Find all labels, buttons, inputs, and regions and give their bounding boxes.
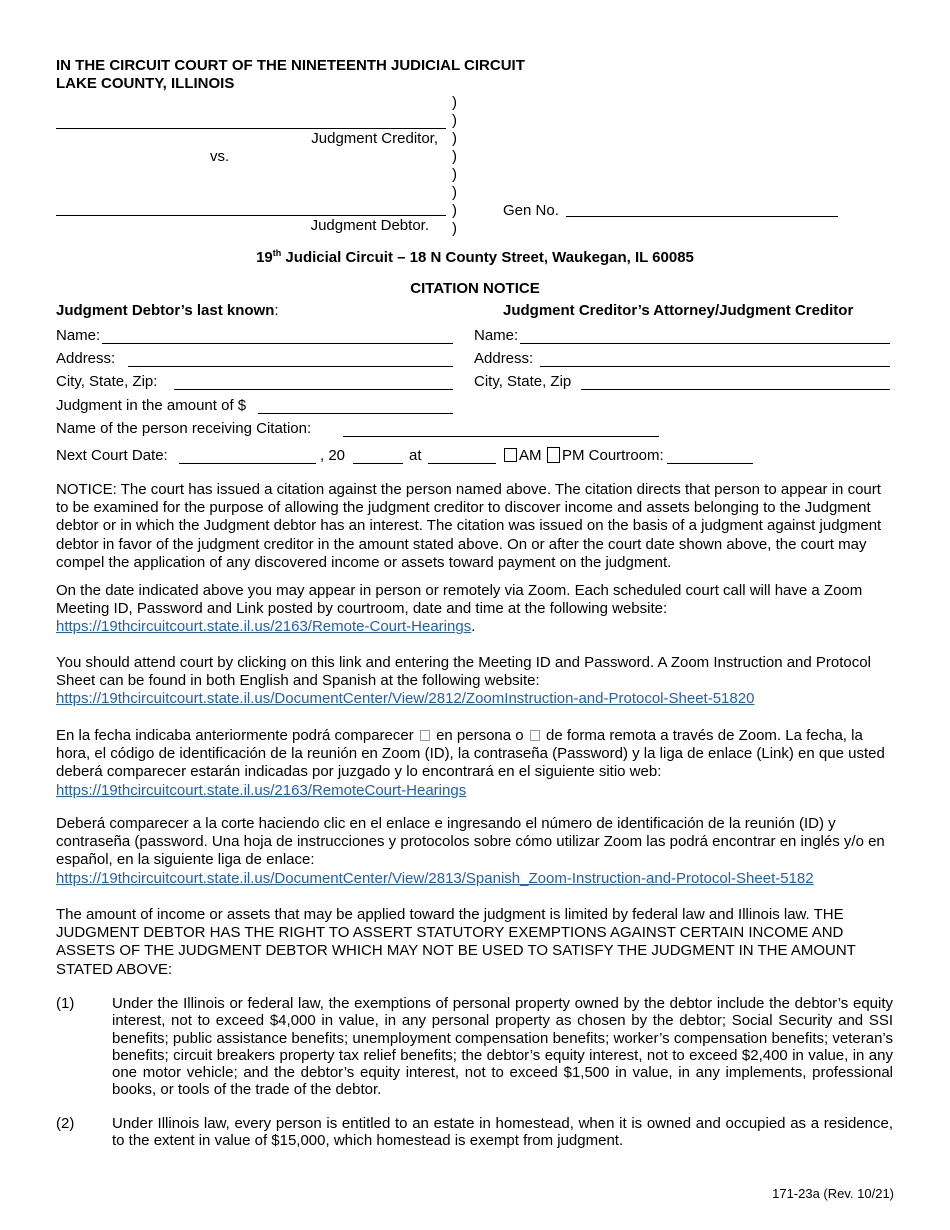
debtor-name-line[interactable] <box>56 215 446 216</box>
caption-paren: ) <box>452 166 457 183</box>
pm-checkbox[interactable] <box>547 447 560 463</box>
creditor-city-field[interactable] <box>581 389 890 390</box>
creditor-city-label: City, State, Zip <box>474 373 572 390</box>
court-date-field[interactable] <box>179 463 316 464</box>
creditor-address-label: Address: <box>474 350 534 367</box>
debtor-city-field[interactable] <box>174 389 453 390</box>
notice-paragraph: NOTICE: The court has issued a citation against the person named above. The citation directs that person to appear in court to be examined for the purpose of allowing the judgment creditor to discover income and assets belonging to the Judgment debtor or in which the Judgment debtor has an interest. The citation was issued on the basis of a judgment against judgment debtor in favor of the judgment creditor in the amount stated above. On or after the court date shown above, the court may compel the application of any discovered income or assets toward payment on the judgment. <box>56 481 882 571</box>
exemption-item-number: (2) <box>56 1115 75 1132</box>
caption-paren: ) <box>452 202 457 219</box>
caption-paren: ) <box>452 220 457 237</box>
caption-paren: ) <box>452 184 457 201</box>
remote-hearings-link[interactable]: https://19thcircuitcourt.state.il.us/2163/Remote-Court-Hearings <box>56 618 472 636</box>
am-option[interactable]: AM <box>504 447 542 465</box>
debtor-city-label: City, State, Zip: <box>56 373 158 390</box>
court-address: 19th Judicial Circuit – 18 N County Street, Waukegan, IL 60085 <box>256 248 694 266</box>
exemption-item-text: Under Illinois law, every person is entitled to an estate in homestead, when it is owned and occupied as a residence, to the extent in value of $15,000, which homestead is exempt from judgment. <box>112 1115 893 1150</box>
caption-paren: ) <box>452 94 457 111</box>
form-number: 171-23a (Rev. 10/21) <box>772 1186 894 1201</box>
debtor-label: Judgment Debtor. <box>310 217 429 234</box>
debtor-address-label: Address: <box>56 350 116 367</box>
debtor-name-label: Name: <box>56 327 101 344</box>
receiver-label: Name of the person receiving Citation: <box>56 420 312 437</box>
attend-english-paragraph: You should attend court by clicking on this link and entering the Meeting ID and Password. A Zoom Instruction and Protocol Sheet can be found in both English and Spanish at the following website: https://19thcircuitcourt.state.il.us/DocumentCenter/View/2812/ZoomInstruction-and-Protocol-Sheet-51820 <box>56 654 871 708</box>
court-year-label: , 20 <box>320 447 346 464</box>
creditor-name-line[interactable] <box>56 128 446 129</box>
court-time-field[interactable] <box>428 463 496 464</box>
pm-option[interactable]: PM Courtroom: <box>547 447 664 465</box>
amount-label: Judgment in the amount of $ <box>56 397 247 414</box>
court-time-at-label: at <box>409 447 422 464</box>
court-date-label: Next Court Date: <box>56 447 168 464</box>
debtor-info-heading: Judgment Debtor’s last known: <box>56 302 279 319</box>
zoom-instruction-link[interactable]: https://19thcircuitcourt.state.il.us/DocumentCenter/View/2812/ZoomInstruction-and-Protocol-Sheet-51820 <box>56 690 755 708</box>
in-person-checkbox[interactable] <box>420 730 430 741</box>
caption-paren: ) <box>452 148 457 165</box>
receiver-field[interactable] <box>343 436 659 437</box>
debtor-name-field[interactable] <box>102 343 453 344</box>
creditor-info-heading: Judgment Creditor’s Attorney/Judgment Creditor <box>503 302 854 319</box>
court-name: IN THE CIRCUIT COURT OF THE NINETEENTH JUDICIAL CIRCUIT <box>56 57 525 74</box>
zoom-english-paragraph: On the date indicated above you may appear in person or remotely via Zoom. Each scheduled court call will have a Zoom Meeting ID, Password and Link posted by courtroom, date and time at the following website: https://19thcircuitcourt.state.il.us/2163/Remote-Court-Hearings. <box>56 582 863 636</box>
county-name: LAKE COUNTY, ILLINOIS <box>56 75 235 92</box>
zoom-spanish-paragraph: En la fecha indicaba anteriormente podrá comparecer en persona o de forma remota a través de Zoom. La fecha, la hora, el código de identificación de la reunión en Zoom (ID), la contraseña (Password) y la liga de enlace (Link) en que usted deberá comparecer estarán indicadas por juzgado y lo encontrará en el siguiente sitio web: https://19thcircuitcourt.state.il.us/2163/RemoteCourt-Hearings <box>56 727 885 799</box>
exemptions-intro: The amount of income or assets that may be applied toward the judgment is limited by federal law and Illinois law. THE JUDGMENT DEBTOR HAS THE RIGHT TO ASSERT STATUTORY EXEMPTIONS AGAINST CERTAIN INCOME AND ASSETS OF THE JUDGMENT DEBTOR WHICH MAY NOT BE USED TO SATISFY THE JUDGMENT IN THE AMOUNT STATED ABOVE: <box>56 906 856 978</box>
courtroom-field[interactable] <box>667 463 753 464</box>
caption-paren: ) <box>452 130 457 147</box>
debtor-address-field[interactable] <box>128 366 453 367</box>
creditor-address-field[interactable] <box>540 366 890 367</box>
court-year-field[interactable] <box>353 463 403 464</box>
page-title: CITATION NOTICE <box>410 280 540 297</box>
exemption-item-text: Under the Illinois or federal law, the exemptions of personal property owned by the debtor include the debtor’s equity interest, not to exceed $4,000 in value, in any personal property as chosen by the debtor; Social Security and SSI benefits; public assistance benefits; unemployment compensation benefits; worker’s compensation benefits; veteran’s benefits; circuit breakers property tax relief benefits; the debtor’s equity interest, not to exceed $2,400 in value, in any one motor vehicle; and the debtor’s equity interest, not to exceed $1,500 in value, in any implements, professional books, or tools of the trade of the debtor. <box>112 995 893 1099</box>
caption-paren: ) <box>452 112 457 129</box>
creditor-name-label: Name: <box>474 327 519 344</box>
remote-hearings-es-link[interactable]: https://19thcircuitcourt.state.il.us/2163/RemoteCourt-Hearings <box>56 781 467 799</box>
remote-checkbox[interactable] <box>530 730 540 741</box>
amount-field[interactable] <box>258 413 453 414</box>
zoom-instruction-es-link[interactable]: https://19thcircuitcourt.state.il.us/DocumentCenter/View/2813/Spanish_Zoom-Instruction-and-Protocol-Sheet-5182 <box>56 869 814 887</box>
am-checkbox[interactable] <box>504 448 517 462</box>
creditor-name-field[interactable] <box>520 343 890 344</box>
creditor-label: Judgment Creditor, <box>311 130 438 147</box>
attend-spanish-paragraph: Deberá comparecer a la corte haciendo clic en el enlace e ingresando el número de identificación de la reunión (ID) y contraseña (password. Una hoja de instrucciones y protocolos sobre cómo utilizar Zoom las podrá encontrar en inglés y/o en español, en la siguiente liga de enlace: https://19thcircuitcourt.state.il.us/DocumentCenter/View/2813/Spanish_Zoom-Instruction-and-Protocol-Sheet-5182 <box>56 815 885 887</box>
gen-no-label: Gen No. <box>503 202 559 219</box>
exemption-item-number: (1) <box>56 995 75 1012</box>
versus-label: vs. <box>210 148 230 165</box>
gen-no-field[interactable] <box>566 216 838 217</box>
